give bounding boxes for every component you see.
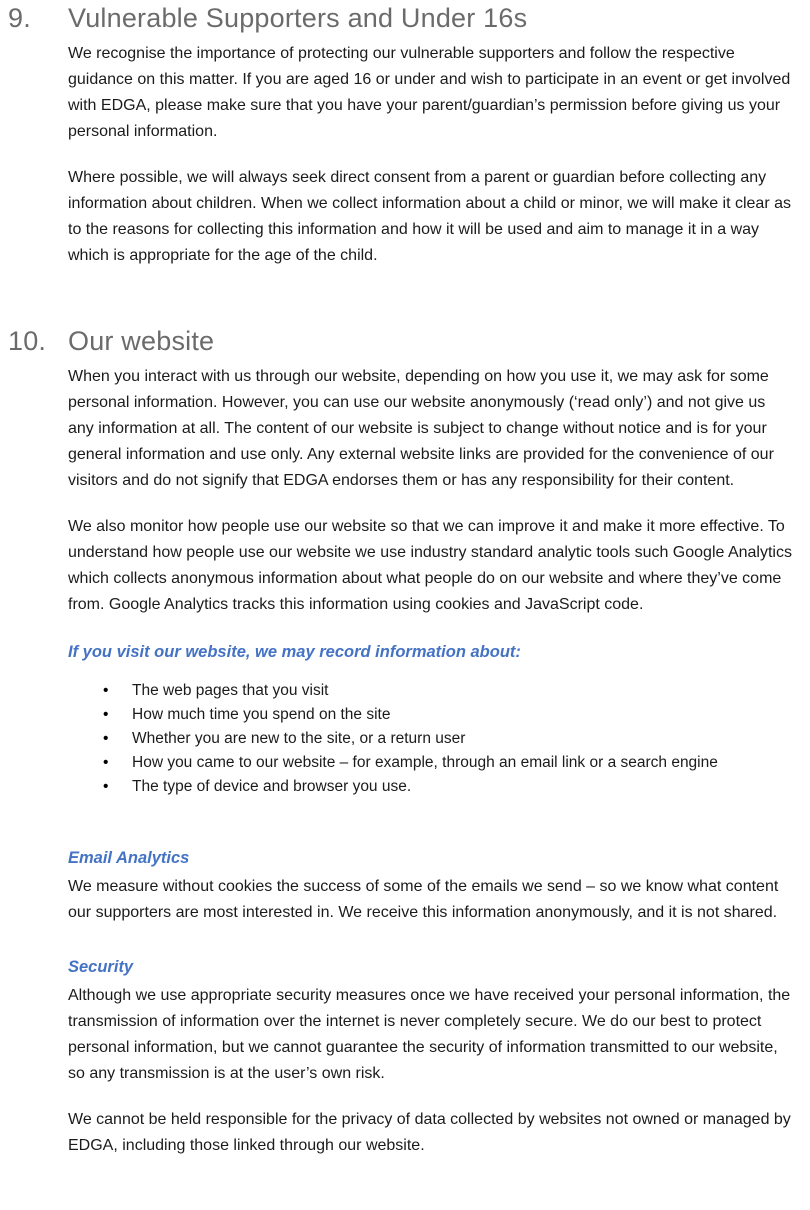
email-analytics-subheading: Email Analytics <box>68 849 190 867</box>
bullet-item: • How much time you spend on the site <box>103 703 795 727</box>
section-10-heading <box>0 326 810 357</box>
security-subheading: Security <box>68 958 134 976</box>
email-analytics-paragraph: We measure without cookies the success of some of the emails we send – so we know what content our supporters are most interested in. We receive this information anonymously, and it is not shared. <box>68 878 779 921</box>
recorded-info-bullet-list <box>103 679 795 799</box>
section-9 <box>0 3 810 269</box>
section-10 <box>0 326 810 1159</box>
section-10-body <box>68 364 795 1159</box>
bullet-item: • How you came to our website – for example, through an email link or a search engine <box>103 751 795 775</box>
record-info-subheading: If you visit our website, we may record information about: <box>68 643 521 661</box>
section-10-number: 10. <box>8 326 47 356</box>
section-9-heading <box>0 3 810 34</box>
section-9-paragraph-1: We recognise the importance of protecting our vulnerable supporters and follow the respective guidance on this matter. If you are aged 16 or under and wish to participate in an event or get involved with EDGA, please make sure that you have your parent/guardian’s permission before giving us your personal information. <box>68 45 791 140</box>
section-9-paragraph-2: Where possible, we will always seek direct consent from a parent or guardian before collecting any information about children. When we collect information about a child or minor, we will make it clear as to the reasons for collecting this information and how it will be used and aim to manage it in a way which is appropriate for the age of the child. <box>68 169 791 264</box>
section-10-paragraph-2: We also monitor how people use our website so that we can improve it and make it more effective. To understand how people use our website we use industry standard analytic tools such Google Analytics which collects anonymous information about what people do on our website and where they’ve come from. Google Analytics tracks this information using cookies and JavaScript code. <box>68 518 792 613</box>
bullet-item: • The web pages that you visit <box>103 679 795 703</box>
security-paragraph-1: Although we use appropriate security measures once we have received your personal information, the transmission of information over the internet is never completely secure. We do our best to protect personal information, but we cannot guarantee the security of information transmitted to our website, so any transmission is at the user’s own risk. <box>68 987 791 1082</box>
bullet-item: • The type of device and browser you use. <box>103 775 795 799</box>
security-paragraph-2: We cannot be held responsible for the privacy of data collected by websites not owned or managed by EDGA, including those linked through our website. <box>68 1111 791 1154</box>
section-10-paragraph-1: When you interact with us through our website, depending on how you use it, we may ask for some personal information. However, you can use our website anonymously (‘read only’) and not give us any information at all. The content of our website is subject to change without notice and is for your general information and use only. Any external website links are provided for the convenience of our visitors and do not signify that EDGA endorses them or has any responsibility for their content. <box>68 368 774 489</box>
section-9-number: 9. <box>8 3 31 33</box>
bullet-item: • Whether you are new to the site, or a return user <box>103 727 795 751</box>
section-9-title: Vulnerable Supporters and Under 16s <box>68 3 528 33</box>
section-10-title: Our website <box>68 326 215 356</box>
section-9-body <box>68 41 795 269</box>
